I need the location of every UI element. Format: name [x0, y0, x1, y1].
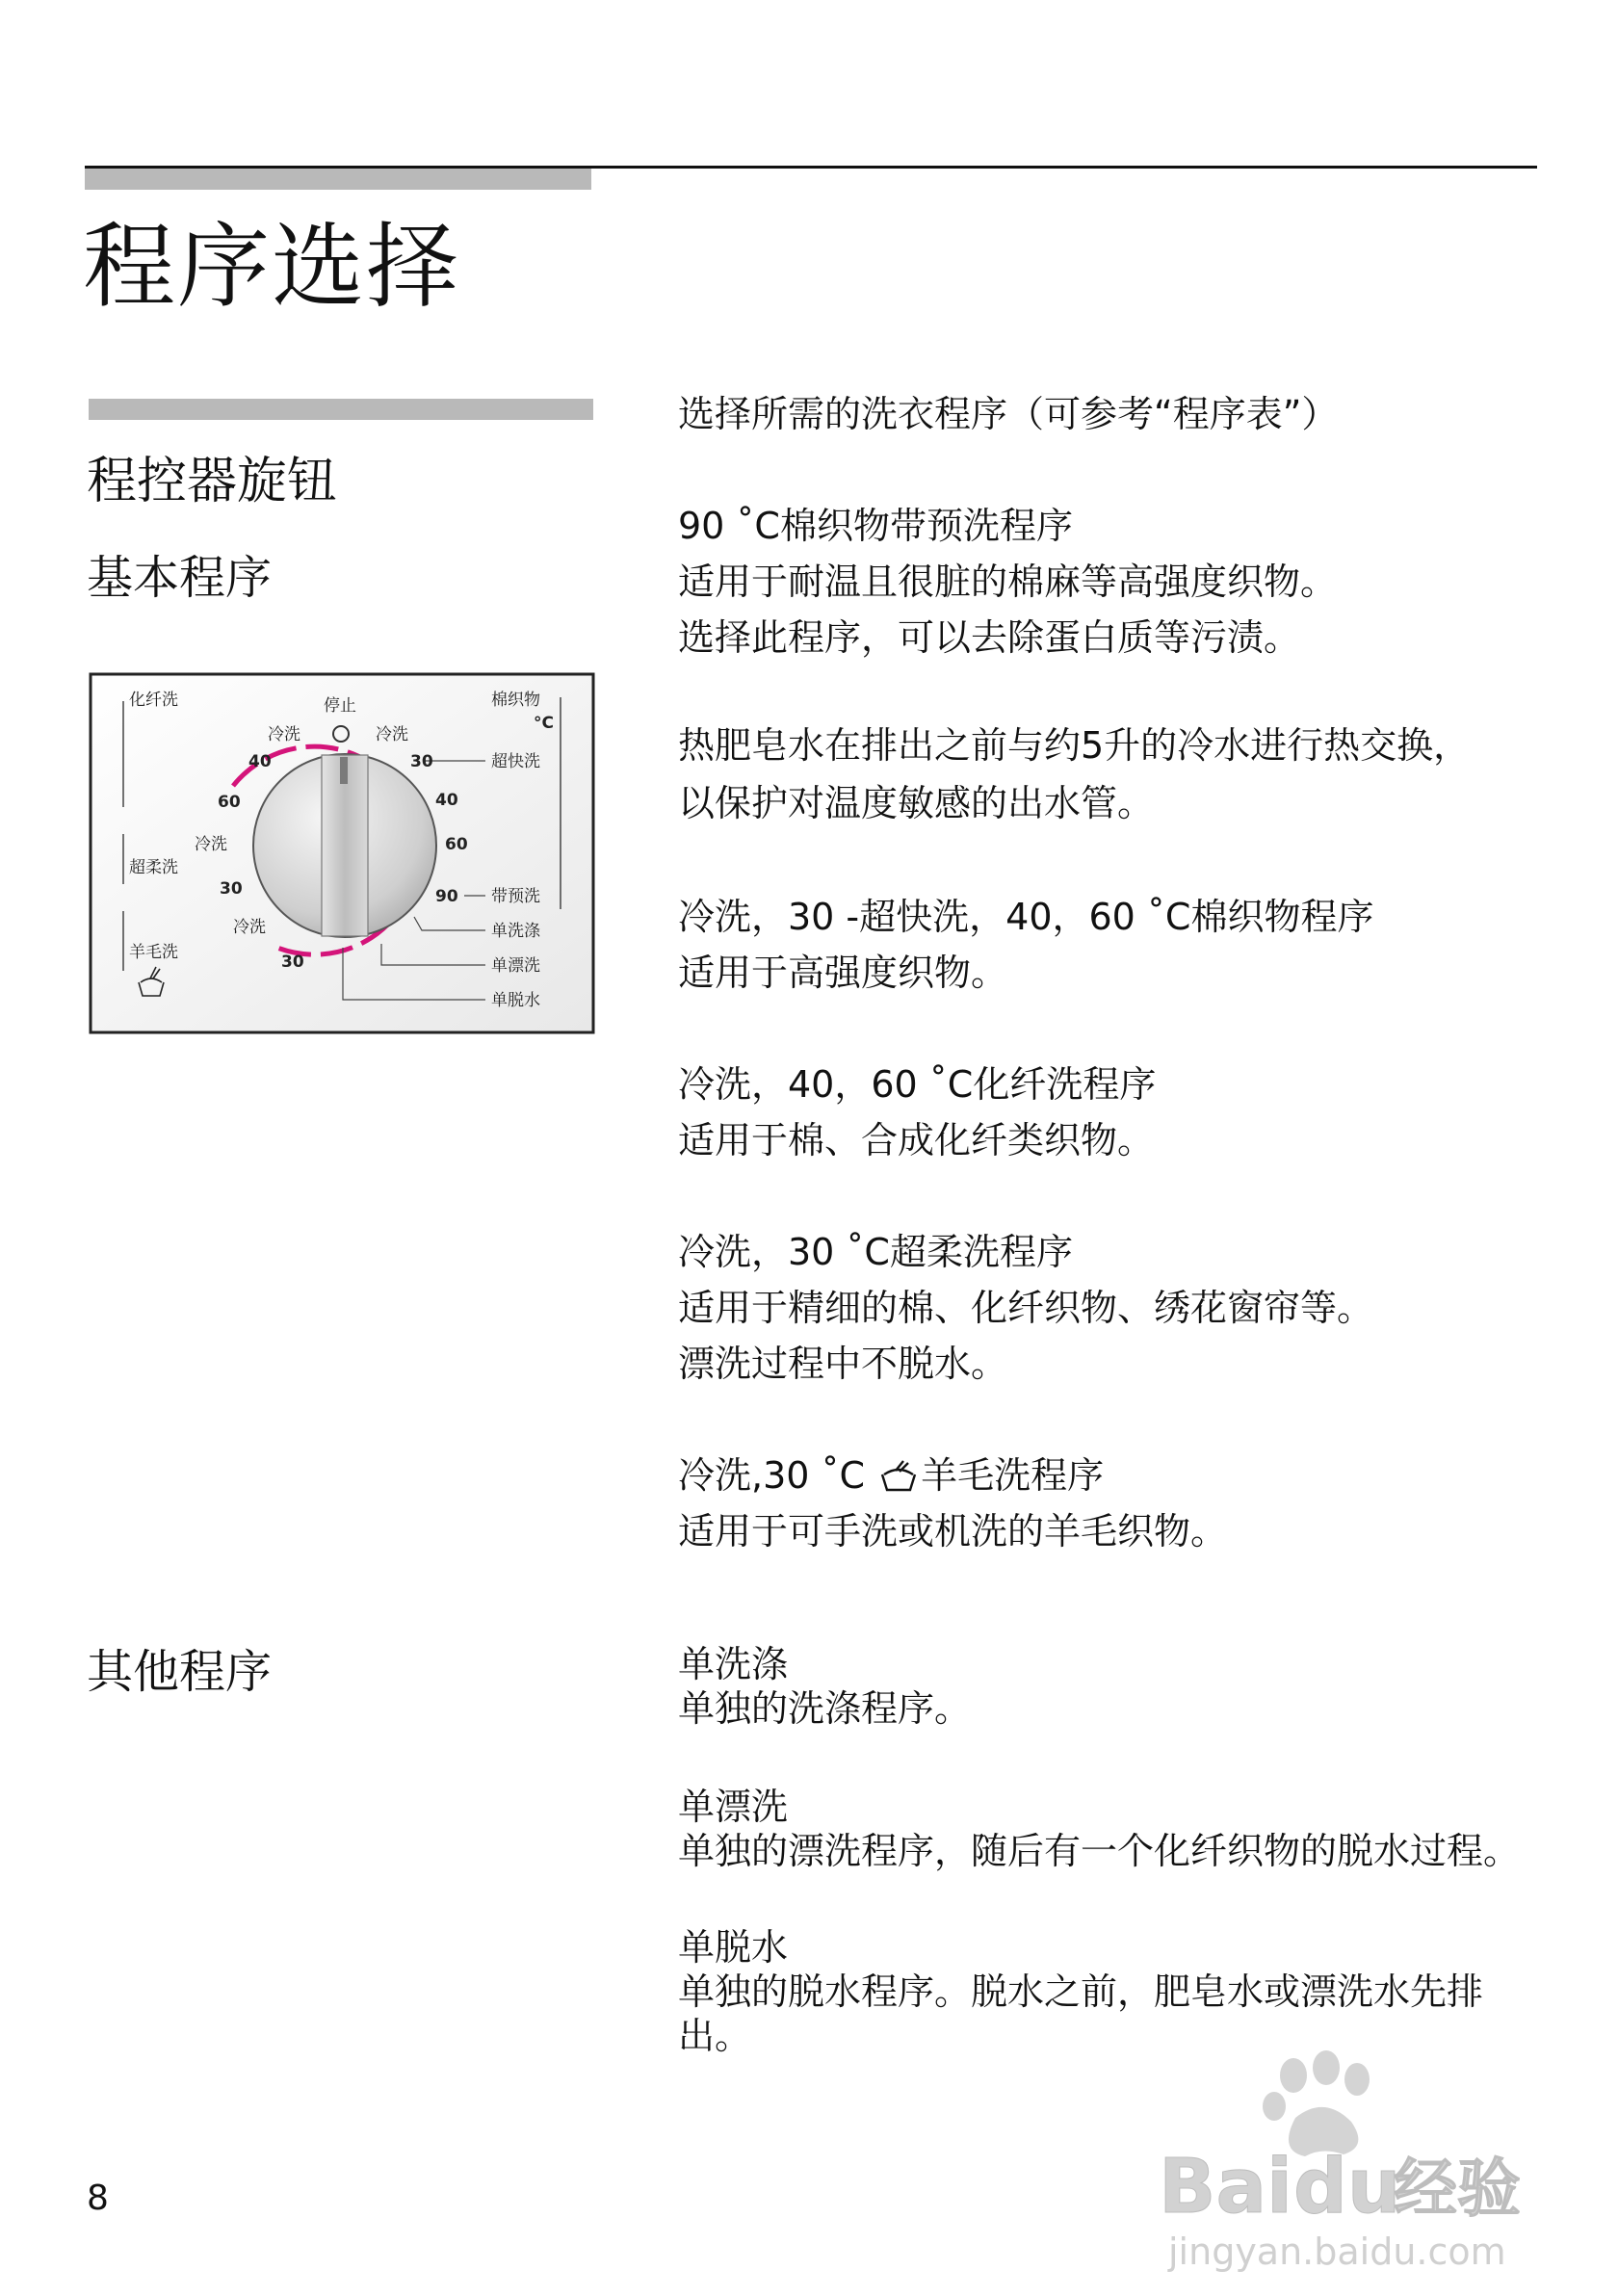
p3-heading: 冷洗，30 -超快洗，40，60 ˚C棉织物程序	[678, 896, 1374, 938]
dial-num-30-mid: 30	[220, 879, 243, 899]
heading-basic-programs: 基本程序	[87, 551, 273, 605]
p5-line-1: 适用于精细的棉、化纤织物、绣花窗帘等。	[678, 1287, 1374, 1329]
program-dial-illustration	[89, 672, 595, 1034]
dial-num-90-right: 90	[435, 887, 458, 906]
p3-line-1: 适用于高强度织物。	[678, 952, 1008, 994]
dial-label-prewash: 带预洗	[491, 887, 540, 906]
o2-line-1: 单独的漂洗程序，随后有一个化纤织物的脱水过程。	[678, 1830, 1521, 1872]
p6-heading-suffix: 羊毛洗程序	[921, 1454, 1105, 1497]
o3-heading: 单脱水	[678, 1926, 789, 1969]
o3-line-1: 单独的脱水程序。脱水之前，肥皂水或漂洗水先排	[678, 1970, 1484, 2013]
dial-pointer	[340, 757, 348, 784]
heading-knob: 程控器旋钮	[87, 453, 338, 510]
dial-num-40-left: 40	[248, 752, 272, 771]
p6-line-1: 适用于可手洗或机洗的羊毛织物。	[678, 1510, 1228, 1552]
dial-label-cotton: 棉织物	[491, 691, 540, 710]
dial-label-cold-mid: 冷洗	[195, 835, 227, 854]
dial-num-40-right: 40	[435, 791, 458, 810]
p2-line-2: 以保护对温度敏感的出水管。	[678, 782, 1155, 824]
dial-num-60-left: 60	[218, 793, 241, 812]
dial-num-30-right: 30	[410, 752, 433, 771]
o1-line-1: 单独的洗涤程序。	[678, 1687, 972, 1730]
intro-text: 选择所需的洗衣程序（可参考“程序表”）	[678, 393, 1339, 435]
p4-heading: 冷洗，40，60 ˚C化纤洗程序	[678, 1063, 1157, 1106]
dial-label-cold-bottom: 冷洗	[233, 918, 266, 937]
dial-label-cold-right: 冷洗	[376, 725, 408, 744]
dial-label-super-gentle: 超柔洗	[129, 858, 178, 877]
watermark-brand-du: du	[1293, 2144, 1401, 2231]
dial-label-celsius: °C	[534, 714, 554, 733]
dial-label-wool: 羊毛洗	[129, 943, 178, 962]
dial-num-60-right: 60	[445, 835, 468, 854]
paw-logo-icon	[1263, 2050, 1370, 2156]
heading-other-programs: 其他程序	[87, 1645, 273, 1699]
p1-heading: 90 ˚C棉织物带预洗程序	[678, 505, 1073, 547]
dial-label-quick: 超快洗	[491, 752, 540, 771]
p1-line-2: 选择此程序，可以去除蛋白质等污渍。	[678, 616, 1301, 659]
p6-heading-prefix: 冷洗,30 ˚C	[678, 1454, 877, 1497]
watermark-brand-cn: 经验	[1394, 2152, 1521, 2226]
p1-line-1: 适用于耐温且很脏的棉麻等高强度织物。	[678, 561, 1338, 603]
header-gray-bar	[85, 169, 591, 190]
hand-wash-icon	[878, 1459, 919, 1494]
section-gray-bar	[89, 399, 593, 420]
o3-line-2: 出。	[678, 2015, 752, 2057]
dial-label-cold-left: 冷洗	[268, 725, 300, 744]
p5-heading: 冷洗，30 ˚C超柔洗程序	[678, 1231, 1073, 1273]
p5-line-2: 漂洗过程中不脱水。	[678, 1343, 1008, 1385]
p4-line-1: 适用于棉、合成化纤类织物。	[678, 1119, 1155, 1161]
baidu-jingyan-watermark	[1151, 2047, 1536, 2278]
dial-label-synthetic: 化纤洗	[129, 691, 178, 710]
dial-label-spin-only: 单脱水	[491, 991, 540, 1010]
p2-line-1: 热肥皂水在排出之前与约5升的冷水进行热交换，	[678, 724, 1471, 767]
o1-heading: 单洗涤	[678, 1643, 789, 1685]
o2-heading: 单漂洗	[678, 1786, 789, 1828]
p6-heading	[678, 1454, 1104, 1499]
dial-num-30-bottom: 30	[281, 952, 304, 972]
dial-label-stop: 停止	[324, 696, 356, 716]
watermark-brand: Bai	[1159, 2144, 1292, 2231]
page-number: 8	[87, 2179, 109, 2218]
dial-label-wash-only: 单洗涤	[491, 922, 540, 941]
page-title: 程序选择	[83, 213, 460, 321]
watermark-url: jingyan.baidu.com	[1168, 2231, 1506, 2273]
dial-label-rinse-only: 单漂洗	[491, 956, 540, 976]
